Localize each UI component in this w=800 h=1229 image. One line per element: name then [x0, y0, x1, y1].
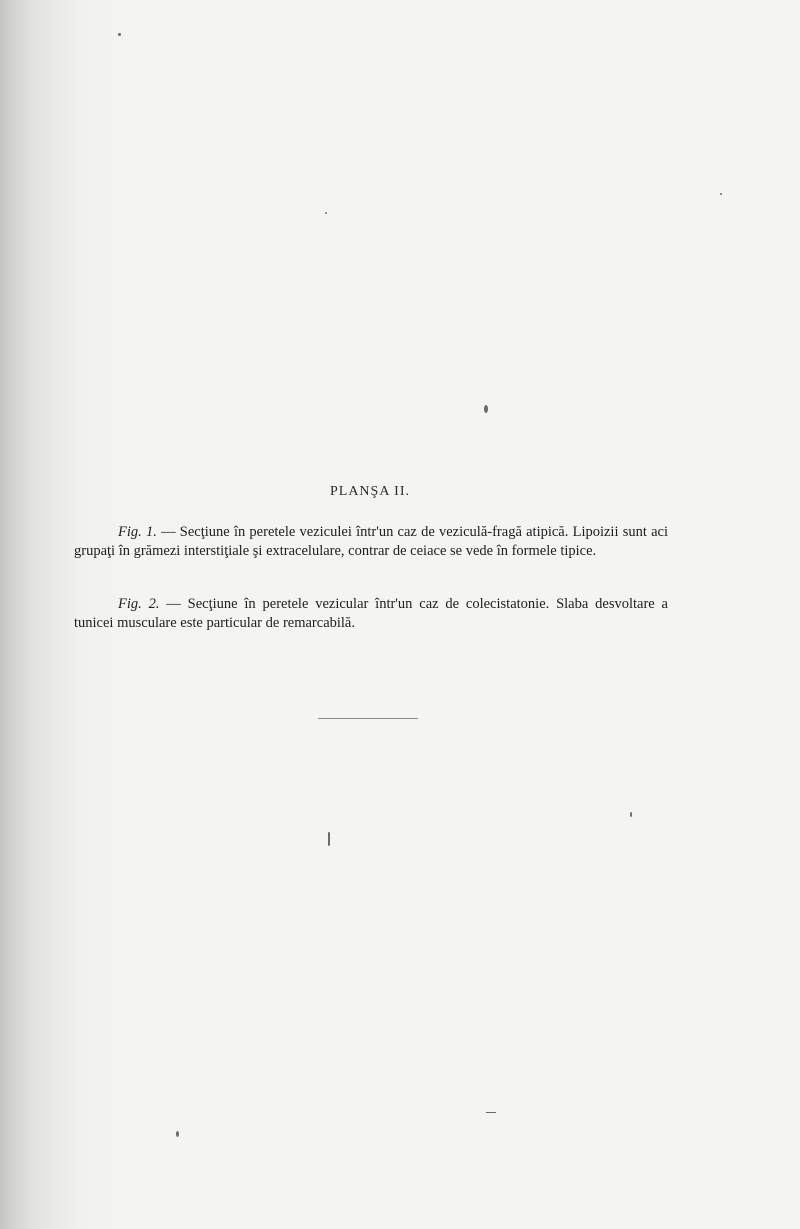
- dust-speck: [484, 405, 488, 413]
- dust-speck: [720, 193, 722, 195]
- figure-label-2: Fig. 2.: [118, 596, 160, 612]
- dust-speck: [630, 812, 632, 817]
- plate-title: PLANŞA II.: [329, 484, 410, 499]
- separator-rule: [318, 718, 418, 719]
- figure-label-1: Fig. 1.: [118, 524, 157, 540]
- dust-speck: [328, 832, 330, 846]
- figure-caption-text-1: — Secţiune în peretele veziculei într'un caz de veziculă-fragă atipică. Lipoizii sunt aci grupaţi în grămezi interstiţiale şi extracelulare, contrar de ceiace se vede în formele tipice.: [74, 524, 668, 559]
- dust-speck: [486, 1112, 496, 1113]
- figure-caption-2: [74, 595, 668, 632]
- dust-speck: [325, 212, 327, 214]
- figure-caption-text-2: — Secţiune în peretele vezicular într'un caz de colecistatonie. Slaba desvoltare a tunicei musculare este particular de remarcabilă.: [74, 596, 668, 631]
- dust-speck: [176, 1131, 179, 1137]
- figure-caption-1: [74, 523, 668, 560]
- dust-speck: [118, 33, 121, 36]
